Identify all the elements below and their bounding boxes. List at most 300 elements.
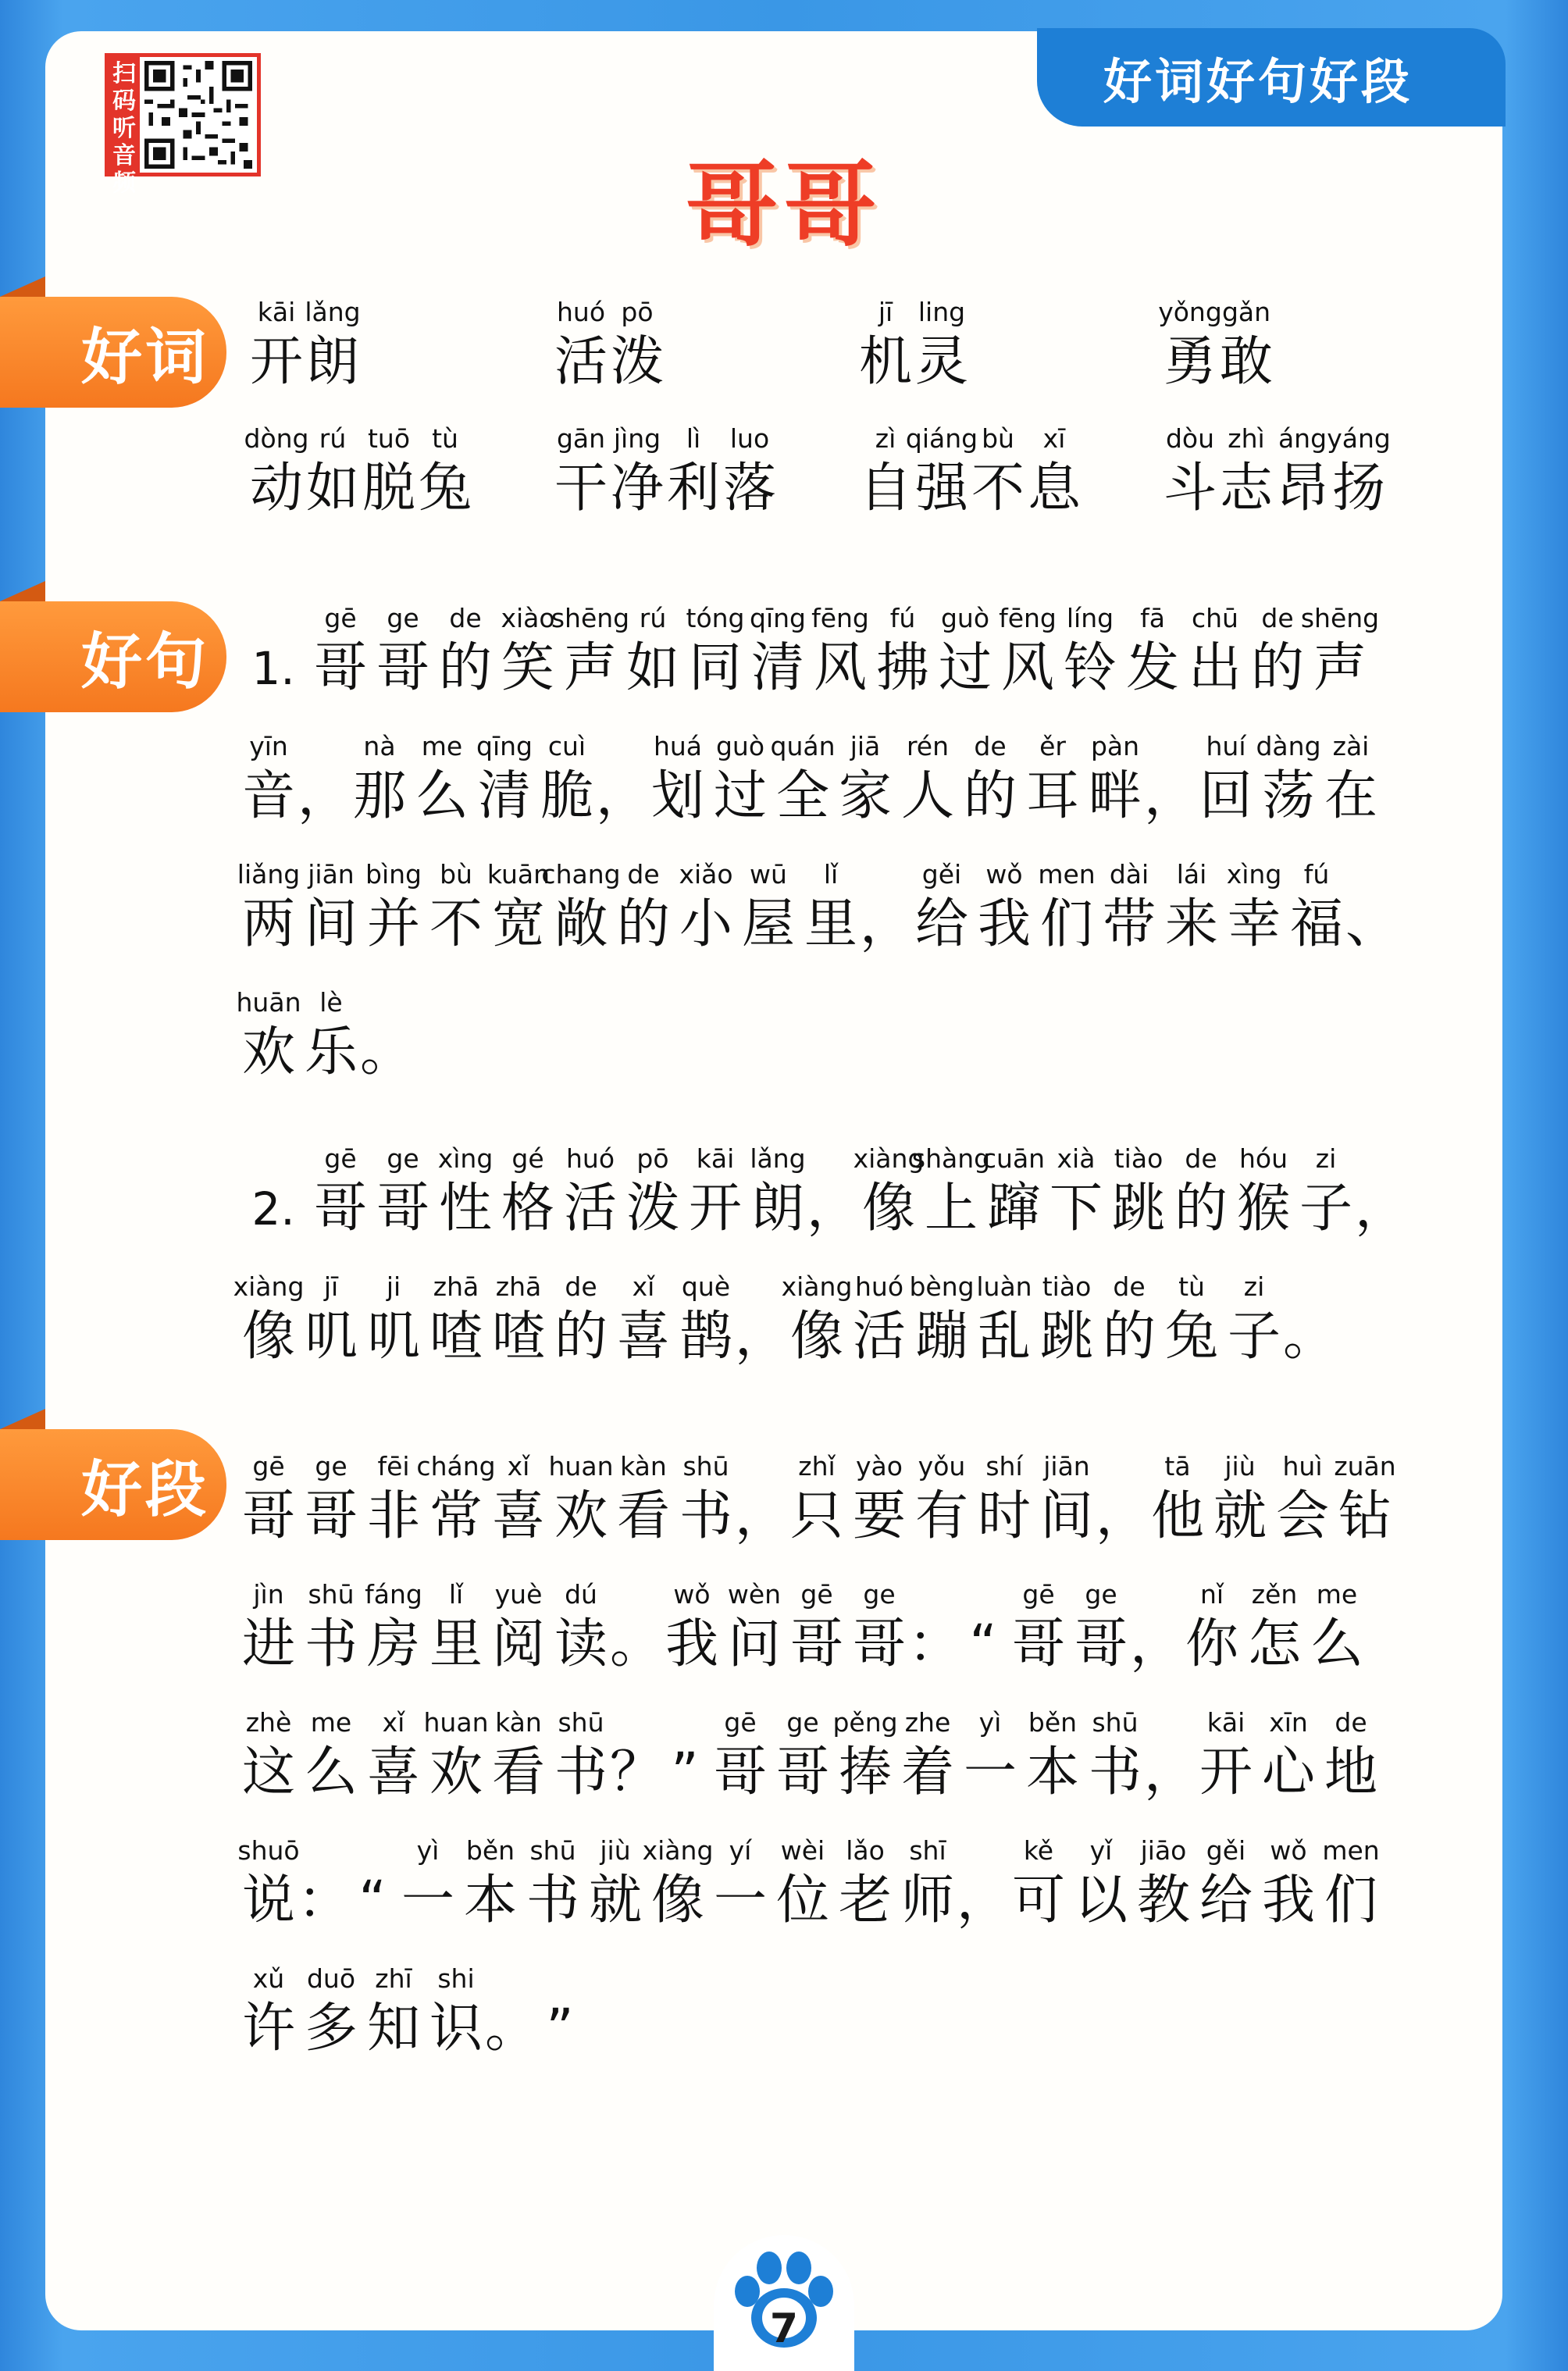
hanzi: 发 bbox=[1125, 637, 1179, 699]
hanzi: 喳 bbox=[491, 1306, 545, 1367]
pinyin: kāi bbox=[257, 297, 296, 327]
hanzi: ” bbox=[671, 1742, 699, 1803]
hanzi: 不 bbox=[429, 893, 483, 955]
hanzi: 读 bbox=[554, 1613, 608, 1675]
pinyin: chū bbox=[1192, 603, 1238, 633]
pinyin: lè bbox=[319, 987, 343, 1018]
ruby-character bbox=[309, 601, 372, 729]
hanzi: 说 bbox=[241, 1870, 295, 1931]
ruby-character bbox=[834, 1706, 896, 1834]
ruby-character bbox=[1162, 422, 1218, 548]
ruby-character bbox=[853, 1142, 925, 1270]
hanzi: 们 bbox=[1039, 893, 1093, 955]
ruby-character bbox=[1274, 422, 1331, 548]
hanzi: 非 bbox=[366, 1485, 420, 1547]
hanzi: 子 bbox=[1299, 1178, 1352, 1239]
ruby-character bbox=[1021, 729, 1084, 857]
pinyin: tóng bbox=[686, 603, 745, 633]
ruby-character bbox=[1026, 422, 1082, 548]
punctuation bbox=[1345, 857, 1399, 986]
hanzi: 间 bbox=[1039, 1485, 1093, 1547]
pinyin: yǐ bbox=[1089, 1835, 1113, 1866]
ruby-character bbox=[459, 1834, 522, 1962]
pinyin: de bbox=[627, 859, 660, 890]
ruby-character bbox=[914, 295, 970, 422]
hanzi: 并 bbox=[366, 893, 420, 955]
ruby-character bbox=[300, 1270, 362, 1398]
pinyin: dú bbox=[565, 1579, 597, 1610]
hanzi: 活 bbox=[554, 331, 608, 393]
hanzi: 清 bbox=[477, 765, 531, 827]
hanzi: 的 bbox=[963, 765, 1017, 827]
hanzi: 扬 bbox=[1331, 458, 1385, 519]
ruby-character bbox=[737, 857, 800, 986]
ruby-character bbox=[237, 729, 300, 857]
ruby-character bbox=[541, 857, 621, 986]
punctuation bbox=[1096, 1449, 1149, 1578]
ruby-character bbox=[684, 1142, 747, 1270]
pinyin: kě bbox=[1023, 1835, 1054, 1866]
hanzi: 来 bbox=[1164, 893, 1218, 955]
hanzi: “ bbox=[358, 1870, 387, 1931]
pinyin: fú bbox=[1303, 859, 1330, 890]
pinyin: de bbox=[1113, 1271, 1146, 1302]
pinyin: yì bbox=[978, 1707, 1002, 1738]
hanzi: 有 bbox=[914, 1485, 968, 1547]
ruby-character bbox=[622, 601, 684, 729]
ruby-character bbox=[487, 1270, 550, 1398]
hanzi: 哥 bbox=[789, 1613, 843, 1675]
ruby-character bbox=[911, 1142, 991, 1270]
pinyin: gē bbox=[724, 1707, 757, 1738]
punctuation bbox=[1144, 1706, 1198, 1834]
hanzi: 书 bbox=[679, 1485, 732, 1547]
pinyin: gǎn bbox=[1221, 297, 1271, 327]
ruby-character bbox=[709, 729, 772, 857]
pinyin: ji bbox=[386, 1271, 401, 1302]
ruby-character bbox=[747, 1142, 809, 1270]
section-label-paragraph: 好段 bbox=[0, 1429, 226, 1540]
pinyin: wǒ bbox=[1270, 1835, 1307, 1866]
hanzi: 叽 bbox=[366, 1306, 420, 1367]
hanzi: 小 bbox=[679, 893, 732, 955]
pinyin: wǒ bbox=[673, 1579, 711, 1610]
pinyin: wū bbox=[750, 859, 787, 890]
ruby-character bbox=[1007, 1578, 1070, 1706]
hanzi: 下 bbox=[1049, 1178, 1103, 1239]
pinyin: nǐ bbox=[1199, 1579, 1224, 1610]
hanzi: 敞 bbox=[554, 893, 608, 955]
hanzi: 可 bbox=[1011, 1870, 1065, 1931]
pinyin: tā bbox=[1164, 1451, 1191, 1481]
pinyin: gěi bbox=[1206, 1835, 1246, 1866]
pinyin: ling bbox=[918, 297, 966, 327]
hanzi: 欢 bbox=[554, 1485, 608, 1547]
hanzi: 斗 bbox=[1163, 458, 1217, 519]
hanzi: 耳 bbox=[1025, 765, 1079, 827]
ruby-character bbox=[237, 1962, 300, 2090]
ruby-character bbox=[642, 1834, 714, 1962]
punctuation bbox=[908, 1578, 962, 1706]
pinyin: jiān bbox=[308, 859, 355, 890]
ruby-character bbox=[550, 1449, 612, 1578]
hanzi: 自 bbox=[858, 458, 912, 519]
hanzi: 书 bbox=[554, 1742, 608, 1803]
pinyin: huá bbox=[653, 731, 703, 761]
hanzi: 知 bbox=[366, 1998, 420, 2059]
punctuation bbox=[735, 1270, 789, 1398]
pinyin: xiǎo bbox=[679, 859, 733, 890]
pinyin: kāi bbox=[696, 1143, 735, 1174]
pinyin: men bbox=[1038, 859, 1096, 890]
punctuation bbox=[1130, 1578, 1184, 1706]
pinyin: qiáng bbox=[905, 423, 978, 454]
hanzi: 喜 bbox=[616, 1306, 670, 1367]
hanzi: 哥 bbox=[313, 637, 367, 699]
word-item bbox=[1158, 295, 1466, 422]
word-item bbox=[248, 295, 553, 422]
hanzi: 要 bbox=[852, 1485, 906, 1547]
hanzi: 哥 bbox=[775, 1742, 829, 1803]
punctuation bbox=[360, 986, 414, 1114]
ruby-character bbox=[362, 1449, 425, 1578]
pinyin: ge bbox=[786, 1707, 819, 1738]
hanzi: 活 bbox=[563, 1178, 617, 1239]
pinyin: pō bbox=[636, 1143, 669, 1174]
text-line bbox=[233, 1270, 1471, 1398]
hanzi: 屋 bbox=[741, 893, 795, 955]
ruby-character bbox=[609, 295, 665, 422]
ruby-character bbox=[416, 1449, 496, 1578]
text-line bbox=[237, 1962, 1471, 2090]
hanzi: 蹿 bbox=[986, 1178, 1040, 1239]
pinyin: xǔ bbox=[252, 1963, 285, 1994]
ruby-character bbox=[896, 1834, 959, 1962]
ruby-character bbox=[497, 1142, 559, 1270]
ruby-character bbox=[233, 1270, 305, 1398]
hanzi: 朗 bbox=[750, 1178, 804, 1239]
ruby-character bbox=[1070, 1578, 1132, 1706]
pinyin: cuì bbox=[547, 731, 586, 761]
pinyin: bìng bbox=[365, 859, 422, 890]
pinyin: ge bbox=[315, 1451, 347, 1481]
hanzi: 笑 bbox=[501, 637, 554, 699]
ruby-character bbox=[709, 1834, 772, 1962]
ruby-character bbox=[747, 601, 809, 729]
pinyin: lǐ bbox=[823, 859, 839, 890]
pinyin: wèn bbox=[727, 1579, 782, 1610]
ruby-character bbox=[362, 857, 425, 986]
hanzi: 风 bbox=[813, 637, 867, 699]
ruby-character bbox=[300, 986, 362, 1114]
hanzi: 地 bbox=[1324, 1742, 1377, 1803]
ruby-character bbox=[237, 857, 300, 986]
pinyin: shī bbox=[909, 1835, 946, 1866]
pinyin: dài bbox=[1109, 859, 1149, 890]
hanzi: 他 bbox=[1150, 1485, 1204, 1547]
hanzi: 乱 bbox=[977, 1306, 1031, 1367]
pinyin: cháng bbox=[416, 1451, 496, 1481]
pinyin: wèi bbox=[780, 1835, 825, 1866]
pinyin: yáng bbox=[1327, 423, 1391, 454]
ruby-character bbox=[559, 1142, 622, 1270]
pinyin: áng bbox=[1278, 423, 1327, 454]
hanzi: 欢 bbox=[241, 1021, 295, 1083]
ruby-character bbox=[772, 729, 834, 857]
ruby-character bbox=[584, 1834, 647, 1962]
ruby-character bbox=[1035, 1449, 1098, 1578]
pinyin: yì bbox=[416, 1835, 440, 1866]
ruby-character bbox=[934, 601, 996, 729]
hanzi: 会 bbox=[1275, 1485, 1329, 1547]
hanzi: 欢 bbox=[429, 1742, 483, 1803]
hanzi: 着 bbox=[900, 1742, 954, 1803]
hanzi: 动 bbox=[249, 458, 303, 519]
hanzi: ： bbox=[298, 1870, 351, 1931]
hanzi: 哥 bbox=[1074, 1613, 1128, 1675]
ruby-character bbox=[487, 857, 550, 986]
hanzi: 兔 bbox=[418, 458, 472, 519]
hanzi: 你 bbox=[1185, 1613, 1238, 1675]
ruby-character bbox=[1098, 857, 1160, 986]
punctuation bbox=[661, 1706, 709, 1834]
pinyin: gē bbox=[324, 603, 357, 633]
ruby-character bbox=[1218, 295, 1274, 422]
pinyin: huì bbox=[1282, 1451, 1323, 1481]
pinyin: kuān bbox=[486, 859, 551, 890]
ruby-character bbox=[1070, 1834, 1132, 1962]
hanzi: 哥 bbox=[852, 1613, 906, 1675]
ruby-character bbox=[848, 1270, 911, 1398]
pinyin: lǐ bbox=[448, 1579, 464, 1610]
pinyin: gěi bbox=[921, 859, 962, 890]
pinyin: běn bbox=[1028, 1707, 1078, 1738]
pinyin: zhī bbox=[375, 1963, 412, 1994]
ruby-character bbox=[709, 1706, 772, 1834]
ruby-character bbox=[550, 1270, 612, 1398]
hanzi: 猴 bbox=[1236, 1178, 1290, 1239]
hanzi: 像 bbox=[650, 1870, 704, 1931]
ruby-character bbox=[1223, 857, 1285, 986]
ruby-character bbox=[425, 1962, 487, 2090]
pinyin: luo bbox=[729, 423, 770, 454]
ruby-character bbox=[417, 422, 473, 548]
hanzi: 泼 bbox=[625, 1178, 679, 1239]
pinyin: dòu bbox=[1165, 423, 1215, 454]
ruby-character bbox=[1107, 1142, 1170, 1270]
ruby-character bbox=[1271, 1449, 1334, 1578]
hanzi: 脱 bbox=[362, 458, 415, 519]
pinyin: de bbox=[1185, 1143, 1217, 1174]
pinyin: xiàng bbox=[853, 1143, 925, 1174]
ruby-character bbox=[237, 601, 309, 729]
ruby-character bbox=[1295, 1142, 1357, 1270]
pinyin: guò bbox=[715, 731, 765, 761]
pinyin: xǐ bbox=[382, 1707, 405, 1738]
ruby-character bbox=[300, 1962, 362, 2090]
pinyin: gān bbox=[556, 423, 606, 454]
pinyin: bèng bbox=[909, 1271, 975, 1302]
pinyin: kāi bbox=[1206, 1707, 1245, 1738]
pinyin: de bbox=[1261, 603, 1294, 633]
punctuation bbox=[860, 857, 914, 986]
ruby-character bbox=[434, 1142, 497, 1270]
hanzi: 兔 bbox=[1164, 1306, 1218, 1367]
ruby-character bbox=[425, 1270, 487, 1398]
pinyin: fā bbox=[1140, 603, 1165, 633]
pinyin: yǒu bbox=[918, 1451, 966, 1481]
ruby-character bbox=[622, 1142, 684, 1270]
ruby-character bbox=[800, 857, 862, 986]
hanzi: 两 bbox=[241, 893, 295, 955]
ruby-character bbox=[786, 1578, 848, 1706]
text-line bbox=[237, 1449, 1471, 1578]
hanzi: 息 bbox=[1027, 458, 1081, 519]
ruby-character bbox=[473, 729, 536, 857]
hanzi: ， bbox=[1355, 1178, 1409, 1239]
hanzi: 拂 bbox=[875, 637, 929, 699]
punctuation bbox=[610, 1706, 664, 1834]
pinyin: fēi bbox=[377, 1451, 410, 1481]
pinyin: shū bbox=[558, 1707, 604, 1738]
punctuation bbox=[348, 1834, 397, 1962]
ruby-character bbox=[675, 1270, 737, 1398]
hanzi: 多 bbox=[304, 1998, 358, 2059]
pinyin: bù bbox=[982, 423, 1014, 454]
pinyin: xìng bbox=[1226, 859, 1282, 890]
hanzi: 那 bbox=[352, 765, 406, 827]
hanzi: 喳 bbox=[429, 1306, 483, 1367]
hanzi: 就 bbox=[588, 1870, 642, 1931]
hanzi: ， bbox=[860, 893, 914, 955]
pinyin: hóu bbox=[1238, 1143, 1288, 1174]
hanzi: 哥 bbox=[313, 1178, 367, 1239]
pinyin: fēng bbox=[999, 603, 1057, 633]
ruby-character bbox=[661, 1578, 723, 1706]
hanzi: 开 bbox=[249, 331, 303, 393]
word-item bbox=[1162, 422, 1466, 548]
pinyin: xī bbox=[1042, 423, 1066, 454]
hanzi: 不 bbox=[971, 458, 1025, 519]
ruby-character bbox=[348, 729, 411, 857]
pinyin: yuè bbox=[494, 1579, 543, 1610]
text-line bbox=[237, 1706, 1471, 1834]
hanzi: 如 bbox=[305, 458, 359, 519]
hanzi: 问 bbox=[727, 1613, 781, 1675]
ruby-character bbox=[362, 1706, 425, 1834]
pinyin: què bbox=[681, 1271, 731, 1302]
hanzi: 福 bbox=[1289, 893, 1343, 955]
ruby-character bbox=[1007, 1834, 1070, 1962]
hanzi: 过 bbox=[713, 765, 767, 827]
pinyin: zhì bbox=[1228, 423, 1265, 454]
pinyin: běn bbox=[465, 1835, 515, 1866]
hanzi: 一 bbox=[401, 1870, 454, 1931]
ruby-character bbox=[1160, 857, 1223, 986]
pinyin: liǎng bbox=[237, 859, 301, 890]
hanzi: 哥 bbox=[376, 637, 429, 699]
hanzi: 声 bbox=[563, 637, 617, 699]
hanzi: 进 bbox=[241, 1613, 295, 1675]
hanzi: 强 bbox=[914, 458, 968, 519]
pinyin: gé bbox=[511, 1143, 544, 1174]
hanzi: 勇 bbox=[1163, 331, 1217, 393]
pinyin: tuō bbox=[367, 423, 411, 454]
pinyin: xiàng bbox=[233, 1271, 305, 1302]
ruby-character bbox=[487, 1449, 550, 1578]
hanzi: 我 bbox=[665, 1613, 718, 1675]
ruby-character bbox=[786, 1449, 848, 1578]
pinyin: luàn bbox=[976, 1271, 1032, 1302]
hanzi: 。 bbox=[360, 1021, 414, 1083]
hanzi: 位 bbox=[775, 1870, 829, 1931]
ruby-character bbox=[411, 729, 473, 857]
hanzi: 我 bbox=[977, 893, 1031, 955]
hanzi: 蹦 bbox=[914, 1306, 968, 1367]
hanzi: 同 bbox=[688, 637, 742, 699]
pinyin: ge bbox=[1085, 1579, 1117, 1610]
hanzi: 常 bbox=[429, 1485, 483, 1547]
punctuation bbox=[610, 1578, 664, 1706]
hanzi: ， bbox=[596, 765, 650, 827]
pinyin: me bbox=[310, 1707, 352, 1738]
word-item bbox=[553, 422, 857, 548]
hanzi: 人 bbox=[900, 765, 954, 827]
pinyin: pěng bbox=[832, 1707, 898, 1738]
ruby-character bbox=[612, 857, 675, 986]
pinyin: ge bbox=[387, 1143, 419, 1174]
ruby-character bbox=[848, 1449, 911, 1578]
ruby-character bbox=[1320, 1834, 1382, 1962]
hanzi: 脆 bbox=[540, 765, 593, 827]
hanzi: 教 bbox=[1136, 1870, 1190, 1931]
ruby-character bbox=[305, 295, 361, 422]
hanzi: 机 bbox=[858, 331, 912, 393]
pinyin: jī bbox=[323, 1271, 339, 1302]
hanzi: 清 bbox=[750, 637, 804, 699]
ruby-character bbox=[372, 1142, 434, 1270]
text-line bbox=[237, 1578, 1471, 1706]
pinyin: zi bbox=[1243, 1271, 1265, 1302]
pinyin: líng bbox=[1066, 603, 1114, 633]
pinyin: yí bbox=[729, 1835, 752, 1866]
hanzi: 喜 bbox=[366, 1742, 420, 1803]
hanzi: ， bbox=[1096, 1485, 1149, 1547]
pinyin: tiào bbox=[1114, 1143, 1164, 1174]
hanzi: 1. bbox=[251, 642, 295, 695]
ruby-character bbox=[536, 729, 598, 857]
pinyin: zhǐ bbox=[798, 1451, 836, 1481]
ruby-character bbox=[722, 422, 778, 548]
pinyin: shū bbox=[308, 1579, 355, 1610]
ruby-character bbox=[973, 1270, 1035, 1398]
word-item bbox=[553, 295, 857, 422]
hanzi: 的 bbox=[554, 1306, 608, 1367]
hanzi: 像 bbox=[861, 1178, 915, 1239]
ruby-character bbox=[809, 601, 871, 729]
pinyin: zhā bbox=[495, 1271, 542, 1302]
ruby-character bbox=[647, 729, 709, 857]
ruby-character bbox=[896, 1706, 959, 1834]
pinyin: yǒng bbox=[1158, 297, 1222, 327]
hanzi: 性 bbox=[438, 1178, 492, 1239]
pinyin: jìng bbox=[613, 423, 661, 454]
word-item bbox=[857, 422, 1162, 548]
pinyin: shēng bbox=[1300, 603, 1380, 633]
punctuation bbox=[735, 1449, 789, 1578]
hanzi: 。 bbox=[485, 1998, 539, 2059]
pinyin: yào bbox=[856, 1451, 903, 1481]
